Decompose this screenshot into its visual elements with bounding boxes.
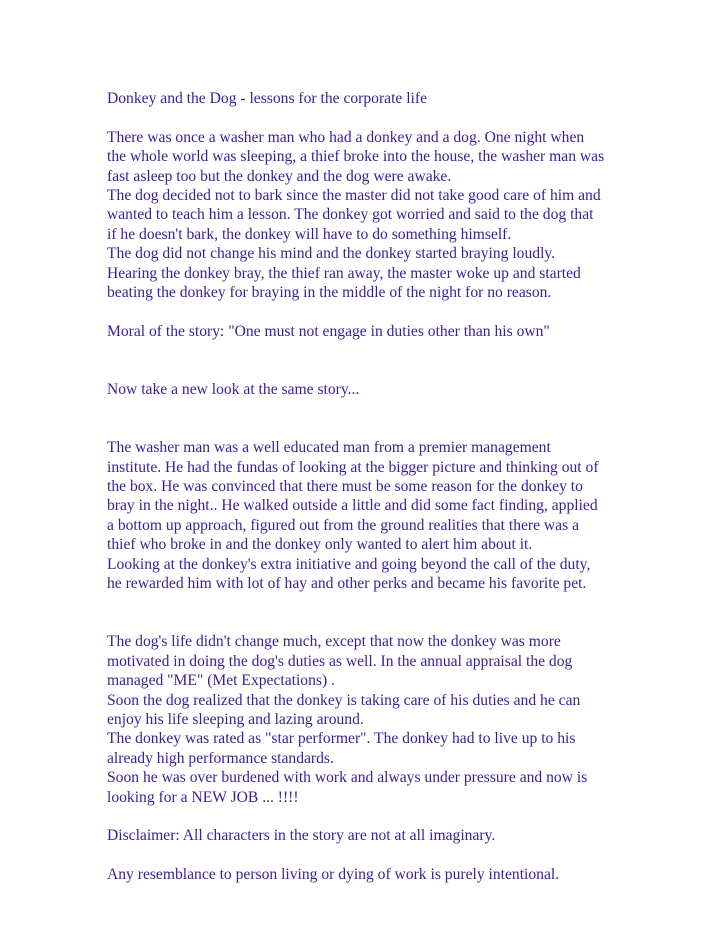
- story-line: The dog decided not to bark since the master did not take good care of him and: [107, 187, 601, 205]
- spacer: [107, 846, 627, 865]
- story-line: if he doesn't bark, the donkey will have to do something himself.: [107, 225, 512, 243]
- washer-man-line: thief who broke in and the donkey only wanted to alert him about it.: [107, 536, 533, 554]
- story-line: fast asleep too but the donkey and the dog were awake.: [107, 167, 452, 185]
- document-page: [107, 89, 627, 885]
- new-look-line: Now take a new look at the same story...: [107, 381, 360, 399]
- document-title: [107, 89, 627, 108]
- dog-life-line: already high performance standards.: [107, 749, 334, 767]
- dog-life-line: The donkey was rated as "star performer". The donkey had to live up to his: [107, 730, 576, 748]
- story-line: The dog did not change his mind and the donkey started braying loudly.: [107, 245, 556, 263]
- washer-man-paragraph: [107, 438, 627, 593]
- washer-man-line: The washer man was a well educated man from a premier management: [107, 439, 551, 457]
- washer-man-line: the box. He was convinced that there must be some reason for the donkey to: [107, 478, 583, 496]
- story-paragraph: [107, 128, 627, 303]
- washer-man-line: Looking at the donkey's extra initiative and going beyond the call of the duty,: [107, 555, 591, 573]
- spacer: [107, 341, 627, 380]
- story-line: Hearing the donkey bray, the thief ran away, the master woke up and started: [107, 264, 581, 282]
- spacer: [107, 108, 627, 127]
- moral-line: Moral of the story: "One must not engage in duties other than his own": [107, 322, 550, 340]
- story-line: There was once a washer man who had a donkey and a dog. One night when: [107, 128, 585, 146]
- spacer: [107, 302, 627, 321]
- washer-man-line: institute. He had the fundas of looking at the bigger picture and thinking out of: [107, 458, 599, 476]
- dog-life-line: managed "ME" (Met Expectations) .: [107, 672, 335, 690]
- moral-paragraph: [107, 322, 627, 341]
- dog-life-line: Soon the dog realized that the donkey is taking care of his duties and he can: [107, 691, 581, 709]
- dog-life-line: enjoy his life sleeping and lazing around.: [107, 710, 364, 728]
- story-line: wanted to teach him a lesson. The donkey got worried and said to the dog that: [107, 206, 594, 224]
- spacer: [107, 807, 627, 826]
- dog-life-line: looking for a NEW JOB ... !!!!: [107, 788, 299, 806]
- title-line: Donkey and the Dog - lessons for the corporate life: [107, 90, 428, 107]
- dog-life-line: The dog's life didn't change much, except that now the donkey was more: [107, 633, 561, 651]
- spacer: [107, 594, 627, 633]
- spacer: [107, 399, 627, 438]
- story-line: beating the donkey for braying in the middle of the night for no reason.: [107, 284, 552, 302]
- dog-life-paragraph: [107, 632, 627, 807]
- new-look-paragraph: [107, 380, 627, 399]
- resemblance-line: Any resemblance to person living or dying of work is purely intentional.: [107, 866, 560, 884]
- washer-man-line: bray in the night.. He walked outside a little and did some fact finding, applied: [107, 497, 598, 515]
- disclaimer-paragraph: [107, 826, 627, 845]
- disclaimer-line: Disclaimer: All characters in the story are not at all imaginary.: [107, 827, 496, 845]
- dog-life-line: motivated in doing the dog's duties as well. In the annual appraisal the dog: [107, 652, 573, 670]
- resemblance-paragraph: [107, 865, 627, 884]
- dog-life-line: Soon he was over burdened with work and always under pressure and now is: [107, 769, 588, 787]
- washer-man-line: a bottom up approach, figured out from the ground realities that there was a: [107, 516, 579, 534]
- washer-man-line: he rewarded him with lot of hay and other perks and became his favorite pet.: [107, 575, 587, 593]
- story-line: the whole world was sleeping, a thief broke into the house, the washer man was: [107, 148, 605, 166]
